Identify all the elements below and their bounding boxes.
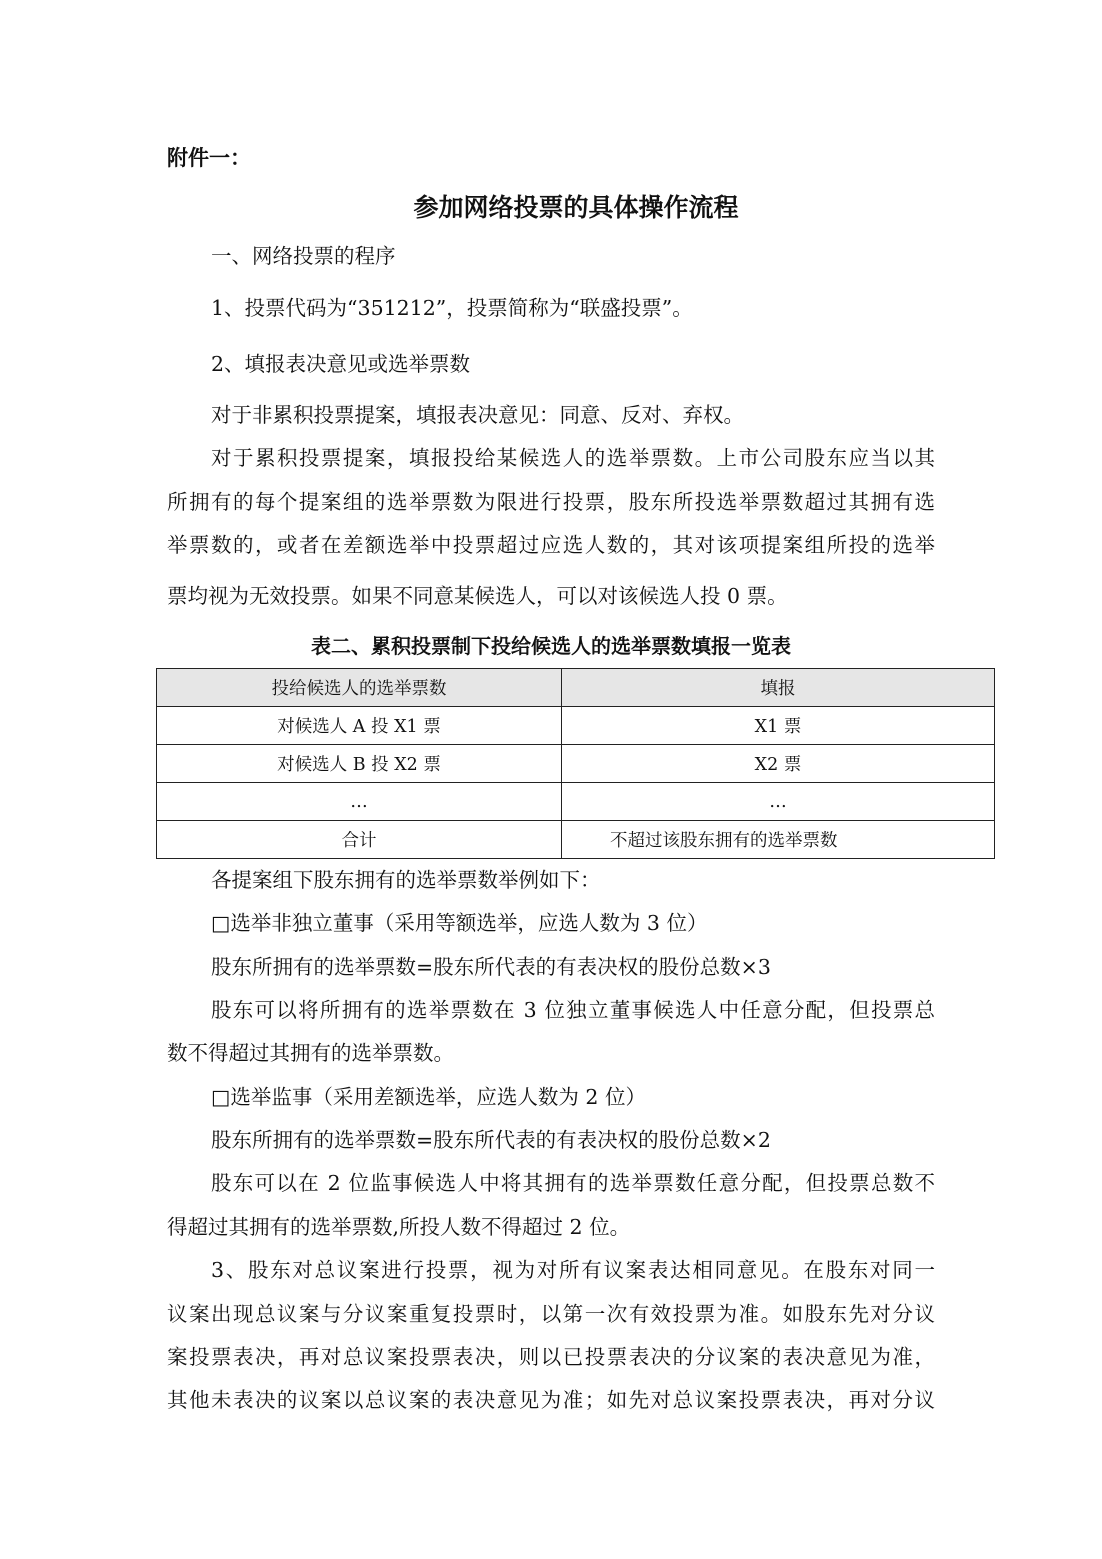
para-cumulative-line: 举票数的，或者在差额选举中投票超过应选人数的，其对该项提案组所投的选举	[167, 533, 935, 557]
table-cell: 对候选人 A 投 X1 票	[157, 707, 562, 745]
table-row	[157, 707, 995, 745]
item-3-line: 其他未表决的议案以总议案的表决意见为准；如先对总议案投票表决，再对分议	[167, 1388, 935, 1412]
example-a-formula: 股东所拥有的选举票数=股东所代表的有表决权的股份总数×3	[211, 955, 771, 979]
table-title: 表二、累积投票制下投给候选人的选举票数填报一览表	[311, 634, 791, 658]
document-title: 参加网络投票的具体操作流程	[413, 193, 739, 222]
section-heading: 一、网络投票的程序	[211, 244, 396, 268]
item-3-line: 议案出现总议案与分议案重复投票时，以第一次有效投票为准。如股东先对分议	[167, 1302, 935, 1326]
vote-table	[156, 668, 995, 859]
table-header-cell: 投给候选人的选举票数	[157, 669, 562, 707]
item-3-line: 案投票表决，再对总议案投票表决，则以已投票表决的分议案的表决意见为准，	[167, 1345, 935, 1369]
table-header-row	[157, 669, 995, 707]
table-cell: 对候选人 B 投 X2 票	[157, 745, 562, 783]
para-noncumulative: 对于非累积投票提案，填报表决意见：同意、反对、弃权。	[211, 403, 744, 427]
table-cell: X2 票	[562, 745, 995, 783]
item-2: 2、填报表决意见或选举票数	[211, 352, 471, 376]
item-3-line: 3、股东对总议案进行投票，视为对所有议案表达相同意见。在股东对同一	[211, 1258, 935, 1282]
example-a-title: □选举非独立董事（采用等额选举，应选人数为 3 位）	[211, 911, 708, 935]
para-cumulative-line: 所拥有的每个提案组的选举票数为限进行投票，股东所投选举票数超过其拥有选	[167, 490, 935, 514]
example-b-line: 股东可以在 2 位监事候选人中将其拥有的选举票数任意分配，但投票总数不	[211, 1171, 935, 1195]
table-cell: 合计	[157, 821, 562, 859]
example-b-title: □选举监事（采用差额选举，应选人数为 2 位）	[211, 1085, 646, 1109]
example-intro: 各提案组下股东拥有的选举票数举例如下：	[211, 868, 601, 892]
example-b-line: 得超过其拥有的选举票数,所投人数不得超过 2 位。	[167, 1215, 631, 1239]
example-b-formula: 股东所拥有的选举票数=股东所代表的有表决权的股份总数×2	[211, 1128, 771, 1152]
table-cell: …	[157, 783, 562, 821]
table-row	[157, 745, 995, 783]
table-row	[157, 783, 995, 821]
table-row	[157, 821, 995, 859]
item-1: 1、投票代码为“351212”，投票简称为“联盛投票”。	[211, 296, 693, 320]
attachment-label: 附件一：	[167, 146, 251, 170]
para-cumulative-line: 票均视为无效投票。如果不同意某候选人，可以对该候选人投 0 票。	[167, 584, 788, 608]
table-cell: X1 票	[562, 707, 995, 745]
para-cumulative-line: 对于累积投票提案，填报投给某候选人的选举票数。上市公司股东应当以其	[211, 446, 935, 470]
example-a-line: 数不得超过其拥有的选举票数。	[167, 1041, 454, 1065]
table-header-cell: 填报	[562, 669, 995, 707]
table-cell: 不超过该股东拥有的选举票数	[562, 821, 995, 859]
table-cell: …	[562, 783, 995, 821]
example-a-line: 股东可以将所拥有的选举票数在 3 位独立董事候选人中任意分配，但投票总	[211, 998, 935, 1022]
